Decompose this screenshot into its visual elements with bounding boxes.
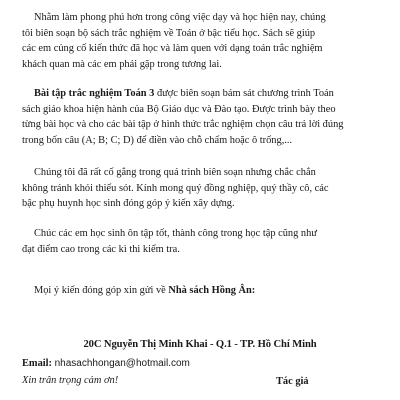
text-line: Chúng tôi đã rất cố gắng trong quá trình biên soạn nhưng chắc chắn: [34, 167, 316, 178]
publisher-name: Nhà sách Hồng Ân:: [168, 285, 256, 296]
contact-paragraph: [0, 283, 400, 299]
email-line: [22, 356, 190, 372]
text-line: Nhằm làm phong phú hơn trong công việc dạy và học hiện nay, chúng: [34, 12, 326, 23]
text-line: không tránh khỏi thiếu sót. Kính mong quý đồng nghiệp, quý thầy cô, các: [22, 182, 329, 194]
email-address[interactable]: nhasachhongan@hotmail.com: [54, 358, 190, 369]
text-fragment: được biên soạn bám sát chương trình Toán: [154, 88, 334, 99]
wishes-paragraph: [0, 226, 400, 257]
text-line: trong bốn câu (A; B; C; D) để điền vào chỗ chấm hoặc ô trống,...: [22, 134, 293, 146]
author-signature: Tác giả: [276, 376, 309, 387]
text-line: khách quan mà các em phải gặp trong tương lai.: [22, 58, 222, 70]
text-line: [0, 86, 400, 102]
text-line: tôi biên soạn bộ sách trắc nghiệm về Toán ở bậc tiểu học. Sách sẽ giúp: [22, 27, 316, 39]
text-line: các em củng cố kiến thức đã học và làm quen với dạng toán trắc nghiệm: [22, 43, 323, 55]
publisher-address: 20C Nguyễn Thị Minh Khai - Q.1 - TP. Hồ Chí Minh: [83, 339, 317, 350]
book-title: Bài tập trắc nghiệm Toán 3: [34, 88, 155, 99]
text-line: đạt điểm cao trong các kì thi kiểm tra.: [22, 243, 180, 255]
text-line: [0, 283, 400, 299]
apology-paragraph: [0, 165, 400, 212]
text-line: từng bài học và cho các bài tập ở hình thức trắc nghiệm chọn câu trả lời đúng: [22, 119, 344, 131]
text-fragment: Mọi ý kiến đóng góp xin gửi về: [34, 285, 169, 296]
text-line: bậc phụ huynh học sinh đóng góp ý kiến xây dựng.: [22, 198, 235, 210]
intro-paragraph: [0, 10, 400, 72]
text-line: sách giáo khoa hiện hành của Bộ Giáo dục và Đào tạo. Được trình bày theo: [22, 103, 336, 115]
thanks-note: Xin trân trọng cảm ơn!: [22, 375, 119, 386]
text-line: Chúc các em học sinh ôn tập tốt, thành công trong học tập cũng như: [34, 228, 317, 239]
email-label: Email:: [22, 358, 53, 369]
book-description-paragraph: [0, 86, 400, 148]
